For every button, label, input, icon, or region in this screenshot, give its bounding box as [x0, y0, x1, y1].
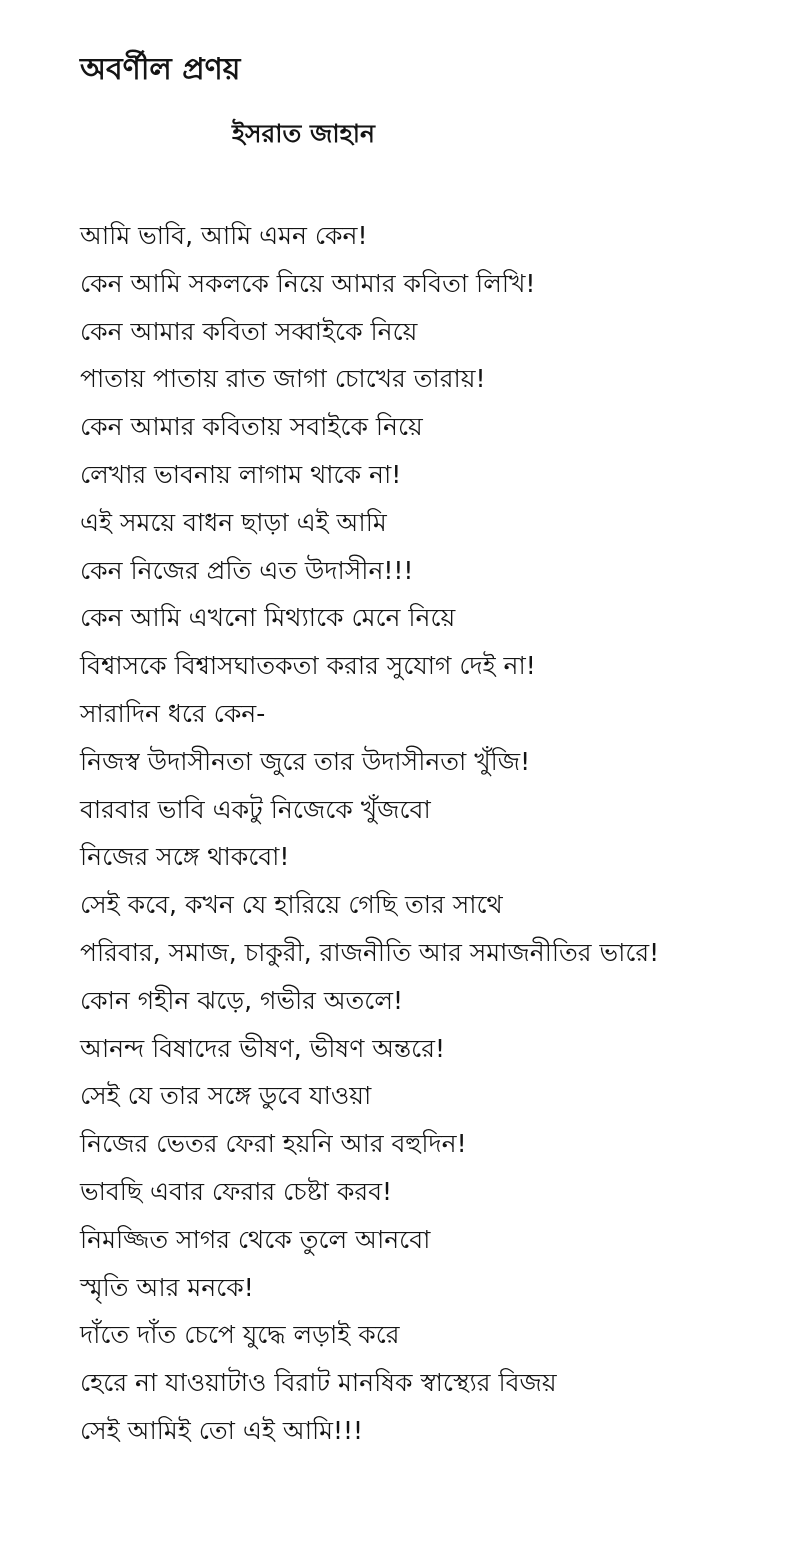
poem-line: আনন্দ বিষাদের ভীষণ, ভীষণ অন্তরে! [80, 1033, 445, 1063]
poem-line: কেন আমি এখনো মিথ্যাকে মেনে নিয়ে [80, 603, 456, 633]
poem-line: হেরে না যাওয়াটাও বিরাট মানষিক স্বাস্থ্যের বিজয় [80, 1368, 557, 1398]
poem-line: বিশ্বাসকে বিশ্বাসঘাতকতা করার সুযোগ দেই না! [80, 651, 536, 681]
poem-line: এই সময়ে বাধন ছাড়া এই আমি [80, 507, 387, 537]
poem-line: সেই যে তার সঙ্গে ডুবে যাওয়া [80, 1081, 372, 1111]
poem-title: অবর্ণীল প্রণয় [80, 52, 241, 87]
poem-line: কেন আমার কবিতায় সবাইকে নিয়ে [80, 412, 423, 442]
poem-line: ভাবছি এবার ফেরার চেষ্টা করব! [80, 1176, 393, 1206]
poem-line: সারাদিন ধরে কেন- [80, 698, 266, 728]
poem-line: কেন আমার কবিতা সব্বাইকে নিয়ে [80, 316, 418, 346]
poem-line: কোন গহীন ঝড়ে, গভীর অতলে! [80, 985, 403, 1015]
poem-line: নিজের সঙ্গে থাকবো! [80, 842, 290, 872]
poem-body [80, 212, 790, 1455]
poem-line: কেন আমি সকলকে নিয়ে আমার কবিতা লিখি! [80, 268, 536, 298]
poem-line: স্মৃতি আর মনকে! [80, 1272, 254, 1302]
poem-line: সেই কবে, কখন যে হারিয়ে গেছি তার সাথে [80, 890, 503, 920]
poem-line: বারবার ভাবি একটু নিজেকে খুঁজবো [80, 794, 431, 824]
poem-line: সেই আমিই তো এই আমি!!! [80, 1415, 364, 1445]
poem-line: নিজস্ব উদাসীনতা জুরে তার উদাসীনতা খুঁজি! [80, 746, 531, 776]
poem-line: নিমজ্জিত সাগর থেকে তুলে আনবো [80, 1224, 431, 1254]
poem-line: পরিবার, সমাজ, চাকুরী, রাজনীতি আর সমাজনীতির ভারে! [80, 937, 660, 967]
poem-line: লেখার ভাবনায় লাগাম থাকে না! [80, 459, 402, 489]
poem-author: ইসরাত জাহান [232, 119, 375, 148]
poem-line: দাঁতে দাঁত চেপে যুদ্ধে লড়াই করে [80, 1320, 400, 1350]
poem-line: নিজের ভেতর ফেরা হয়নি আর বহুদিন! [80, 1129, 467, 1159]
poem-line: আমি ভাবি, আমি এমন কেন! [80, 221, 368, 250]
poem-line: পাতায় পাতায় রাত জাগা চোখের তারায়! [80, 364, 486, 394]
poem-line: কেন নিজের প্রতি এত উদাসীন!!! [80, 555, 414, 585]
